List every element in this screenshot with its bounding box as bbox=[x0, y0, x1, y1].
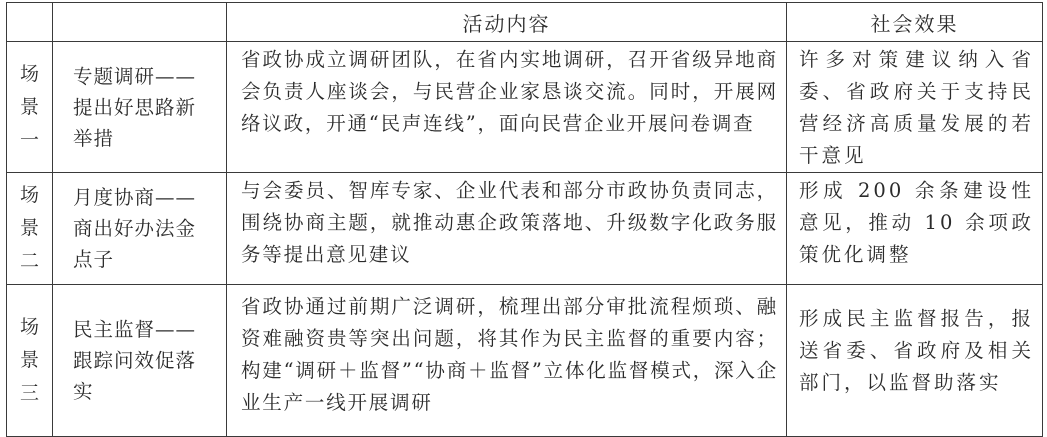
table-row bbox=[7, 285, 1043, 437]
scene-theme: 月度协商——商出好办法金点子 bbox=[53, 173, 227, 285]
scenes-table bbox=[6, 2, 1043, 437]
scene-effect: 许多对策建议纳入省委、省政府关于支持民营经济高质量发展的若干意见 bbox=[787, 42, 1043, 173]
scene-activity: 省政协通过前期广泛调研，梳理出部分审批流程烦琐、融资难融资贵等突出问题，将其作为民主监督的重要内容；构建“调研＋监督”“协商＋监督”立体化监督模式，深入企业生产一线开展调研 bbox=[227, 285, 787, 437]
scene-theme: 民主监督——跟踪问效促落实 bbox=[53, 285, 227, 437]
header-blank bbox=[7, 3, 53, 42]
header-activities: 活动内容 bbox=[227, 3, 787, 42]
scene-effect: 形成民主监督报告，报送省委、省政府及相关部门，以监督助落实 bbox=[787, 285, 1043, 437]
table-row bbox=[7, 173, 1043, 285]
table-row bbox=[7, 42, 1043, 173]
scene-effect: 形成 200 余条建设性意见，推动 10 余项政策优化调整 bbox=[787, 173, 1043, 285]
scene-label: 场 景 三 bbox=[7, 285, 53, 437]
header-effects: 社会效果 bbox=[787, 3, 1043, 42]
scene-label: 场 景 一 bbox=[7, 42, 53, 173]
scene-label: 场 景 二 bbox=[7, 173, 53, 285]
header-blank-2 bbox=[53, 3, 227, 42]
header-row bbox=[7, 3, 1043, 42]
scene-activity: 省政协成立调研团队，在省内实地调研，召开省级异地商会负责人座谈会，与民营企业家恳谈交流。同时，开展网络议政，开通“民声连线”，面向民营企业开展问卷调查 bbox=[227, 42, 787, 173]
scene-theme: 专题调研——提出好思路新举措 bbox=[53, 42, 227, 173]
scene-activity: 与会委员、智库专家、企业代表和部分市政协负责同志，围绕协商主题，就推动惠企政策落地、升级数字化政务服务等提出意见建议 bbox=[227, 173, 787, 285]
